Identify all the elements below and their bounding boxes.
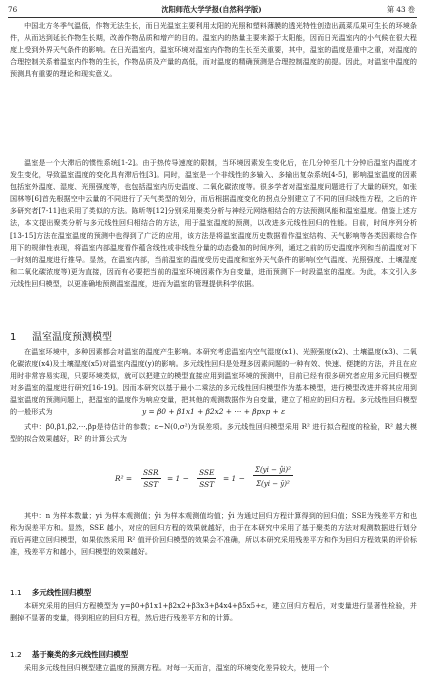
- r2-explanation-paragraph: [10, 510, 417, 582]
- header-rule: [8, 17, 417, 18]
- numerator: SSE: [199, 468, 215, 477]
- paragraph-text: 中国北方冬季气温低，作物无法生长，而日光温室主要利用太阳的光照和塑料薄膜的透光特性创造出蔬菜瓜果可生长的环境条件，从而达到延长作物生长期，改善作物品质和增产的目的。温室内的热量主要来源于太阳能，因而日光温室内的小气候在很大程度上受到外界天气条件的影响。在日光温室内，温室环境对温室内作物的生长至关重要，其中，温室的温度是重中之重，对温度的合理控制关系着温室内作物的生长，作物品质及产量的高低，而对温度的精确预测是合理控制温度的前提。因此，对温室中温度的预测具有重要的理论和现实意义。: [10, 21, 417, 79]
- section-number: 1: [10, 332, 17, 343]
- denominator: SST: [143, 480, 159, 489]
- paragraph-text: 本研究采用的回归方程模型为 y=β0+β1x1+β2x2+β3x3+β4x4+β5x5+ε，建立回归方程后，对变量进行显著性检验，并删掉不显著的变量，得到相应的回归方程，然后进行残差平方和的计算。: [10, 601, 417, 623]
- volume-label: 第 43 卷: [386, 5, 415, 14]
- section-heading-1: [10, 328, 112, 343]
- subsection-1-2-paragraph: [10, 662, 417, 676]
- paragraph-text: 式中：β0,β1,β2,···,βp是待估计的参数；ε~N(0,σ²)为误差项。多元线性回归模型采用 R² 进行拟合程度的检验，R² 越大模型的拟合效果越好，R² 的计算公式为: [10, 422, 417, 444]
- subsection-title: 多元线性回归模型: [32, 588, 92, 597]
- formula-lhs: R² =: [115, 474, 133, 483]
- denominator: Σ(yi − ȳ)²: [256, 480, 290, 488]
- subsection-heading-1-1: [10, 587, 91, 598]
- regression-equation: y = β0 + β1x1 + β2x2 + ··· + βpxp + ε: [141, 407, 286, 416]
- parameter-paragraph: [10, 421, 417, 445]
- fraction-ssr-sst: [141, 468, 161, 489]
- paragraph-text: 其中：n 为样本数量；yi 为样本观测值；ŷi 为样本观测值均值；ŷi 为通过回归方程计算得到的回归值；SSE为残差平方和也称为误差平方和。显然，SSE 越小，对应的回归方程的效果就越好，由于在本研究中采用了基于聚类的方法对观测数据进行划分而后再建立回归模型，如果依然采用 R² 值评价回归模型的效果会不准确，所以本研究采用残差平方和作为回归方程效果的评价标准，残差平方和越小，回归模型的效果越好。: [10, 511, 417, 557]
- paragraph-text: 采用多元线性回归模型建立温度的预测方程。对每一天而言，温室的环境变化差异较大，使用一个: [24, 663, 330, 672]
- journal-title: 沈阳师范大学学报(自然科学版): [161, 5, 262, 14]
- numerator: SSR: [143, 468, 159, 477]
- fraction-sse-sst: [197, 468, 216, 489]
- subsection-heading-1-2: [10, 649, 128, 660]
- numerator: Σ(yi − ŷi)²: [253, 460, 293, 476]
- paragraph-text: 温室是一个大滞后的惯性系统[1-2]。由于热传导速度的限制，当环境因素发生变化后，在几分钟至几十分钟后温室内温度才发生变化，导致温室温度的变化具有滞后性[3]。同时，温室是一个非线性的多输入、多输出复杂系统[4-5]，影响温室温度的因素包括室外温度、湿度、光照强度等，也包括温室内历史温度、二氧化碳浓度等。很多学者对温室温度问题进行了大量的研究，如张国林等[6]首先根据空中云量的不同进行了天气类型的划分，而后根据温度变化的拐点分别建立了不同的回归线性方程，之后的许多研究者[7-11]也采用了类似的方法。陈昕等[12]分别采用聚类分析与神经元网络相结合的方法预测风能和温室温度。借鉴上述方法，本文提出聚类分析与多元线性回归相结合的方法，用于温室温度的预测，以改进多元线性回归的性能。目前，时间序列分析[13-15]方法在温室温度的预测中也得到了广泛的应用，该方法是将温室温度历史数据看作温室结构、天气影响等各类因素综合作用下的规律性表现，将温室内部温度看作蕴含线性或非线性分量的动态叠加的时间序列，通过之前的历史温度序列和当前温度对下一时刻的温度进行推导。显然，在温室内部，当前温室的温度受历史温度和室外天气条件的影响(空气温度、光照强度、土壤湿度和二氧化碳浓度等)更为直接，因而有必要把当前的温室环境因素作为自变量，进而预测下一时段温室的温度。为此，本文引入多元线性回归模型，以更准确地预测温室温度，进而为温室的管理提供科学依据。: [10, 158, 417, 288]
- fraction-sum-ratio: [253, 460, 293, 488]
- paragraph-text: 在温室环境中，多种因素都会对温室的温度产生影响。本研究考虑温室内空气湿度(x1)、光照强度(x2)、土壤温度(x3)、二氧化碳浓度(x4)及土壤湿度(x5)对温室内温度(y)的影响。多元线性回归是处理多因素问题的一种有效、快速、便捷的方法，并且在应用时非常容易实现，只要环境类似，就可以把建立的模型直接应用到温室环境的预测中，目前已经有很多研究者应用多元回归模型对多温室的温度进行研究[16-19]。因而本研究以基于最小二乘法的多元线性回归模型作为基本模型，进行模型改进并将其应用到温室温度的预测问题上，把温室的温度作为响应变量，把其他的观测数据作为自变量，建立了相应的回归方程。多元线性回归模型的一般形式为: [10, 347, 417, 417]
- intro-paragraph-2: [10, 157, 417, 323]
- section-title: 温室温度预测模型: [32, 332, 112, 343]
- formula-operator: = 1 −: [223, 474, 245, 483]
- formula-operator: = 1 −: [167, 474, 189, 483]
- page-number: 76: [8, 5, 18, 14]
- intro-paragraph-1: [10, 20, 417, 154]
- denominator: SST: [199, 480, 215, 489]
- subsection-title: 基于聚类的多元线性回归模型: [32, 650, 129, 659]
- subsection-number: 1.1: [10, 588, 22, 597]
- r-squared-formula: [115, 456, 315, 506]
- subsection-number: 1.2: [10, 650, 22, 659]
- subsection-1-1-paragraph: [10, 600, 417, 648]
